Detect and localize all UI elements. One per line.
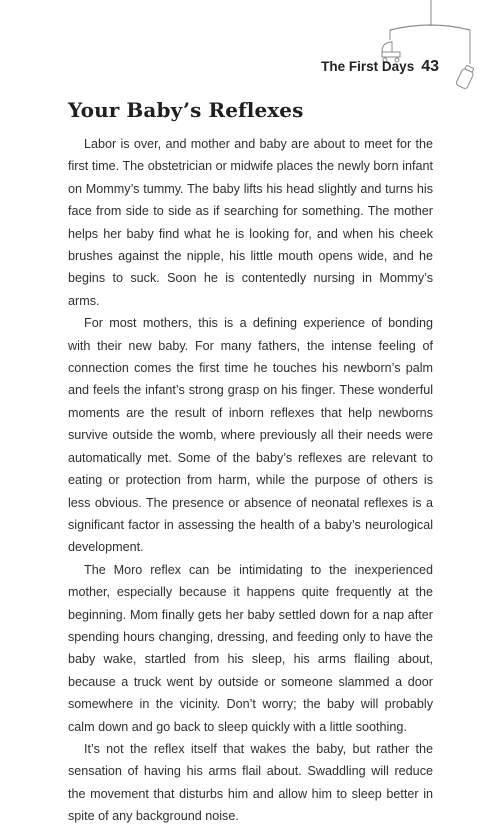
section-heading: Your Baby’s Reflexes: [68, 98, 304, 122]
running-head: [321, 58, 439, 76]
baby-mobile-icon: [378, 0, 478, 95]
paragraph: The Moro reflex can be intimidating to the inexperienced mother, especially because it happens quite frequently at the beginning. Mom finally gets her baby settled down for a nap after spending hours changing, dressing, and feeding only to have the baby wake, startled from his sleep, his arms flailing about, because a truck went by outside or someone slammed a door somewhere in the vicinity. Don’t worry; the baby will probably calm down and go back to sleep quickly with a little soothing.: [68, 562, 433, 734]
running-head-title: The First Days: [321, 59, 415, 74]
paragraph: Labor is over, and mother and baby are about to meet for the first time. The obstetrician or midwife places the newly born infant on Mommy’s tummy. The baby lifts his head slightly and turns his face from side to side as if searching for something. The mother helps her baby find what he is looking for, and when his cheek brushes against the nipple, his little mouth opens wide, and he begins to suck. Soon he is contentedly nursing in Mommy’s arms.: [68, 137, 433, 308]
article-body: [68, 133, 433, 828]
paragraph: For most mothers, this is a defining experience of bonding with their new baby. For many fathers, the intense feeling of connection comes the first time he touches his newborn’s palm and feels the infant’s strong grasp on his finger. These wonderful moments are the result of inborn reflexes that help newborns survive outside the womb, where previously all their needs were automatically met. Some of the baby’s reflexes are relevant to eating or protection from harm, while the purpose of others is less obvious. The presence or absence of neonatal reflexes is a significant factor in assessing the health of a baby’s neurological development.: [68, 316, 433, 555]
page-number: 43: [421, 58, 439, 75]
paragraph: It’s not the reflex itself that wakes the baby, but rather the sensation of having his arms flail about. Swaddling will reduce the movement that disturbs him and allow him to sleep better in spite of any background noise.: [68, 741, 433, 824]
